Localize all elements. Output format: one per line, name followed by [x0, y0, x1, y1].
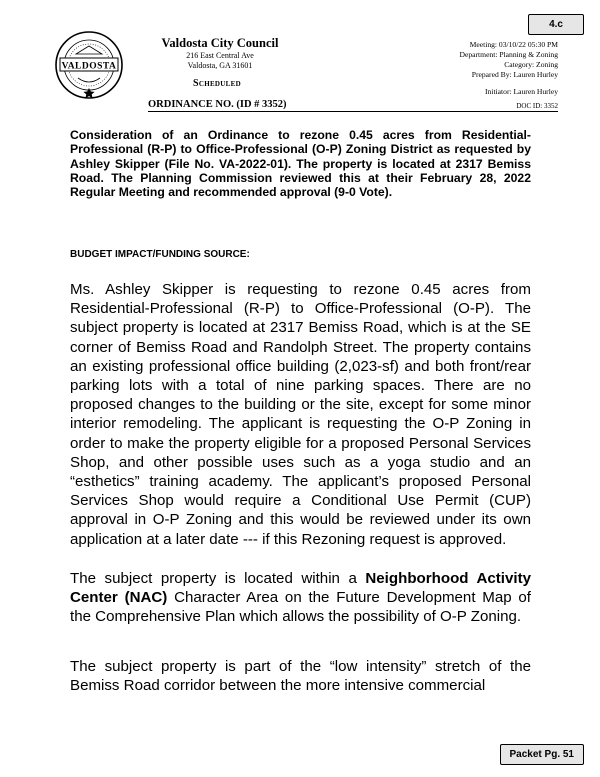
p2-character-area: Neighborhood Activity Center (NAC) — [70, 570, 531, 607]
header-divider — [148, 111, 558, 112]
council-header — [0, 36, 440, 71]
budget-heading: BUDGET IMPACT/FUNDING SOURCE: — [70, 249, 250, 260]
council-name: Valdosta City Council — [161, 36, 279, 50]
body-paragraph-3: The subject property is part of the “low intensity” stretch of the Bemiss Road corridor between the more intensive commercial — [70, 658, 531, 695]
meeting-date: Meeting: 03/10/22 05:30 PM — [469, 40, 558, 49]
p2-text-before: The subject property is located within a — [70, 570, 366, 587]
packet-page-tag: Packet Pg. 51 — [500, 744, 584, 765]
address-line-1: 216 East Central Ave — [186, 51, 254, 60]
status-label: Scheduled — [193, 78, 241, 89]
prepared-by: Prepared By: Lauren Hurley — [471, 70, 558, 79]
department: Department: Planning & Zoning — [459, 50, 558, 59]
address-line-2: Valdosta, GA 31601 — [187, 61, 253, 70]
category: Category: Zoning — [504, 60, 558, 69]
initiator: Initiator: Lauren Hurley — [485, 87, 558, 96]
body-paragraph-1: Ms. Ashley Skipper is requesting to rezone 0.45 acres from Residential-Professional (R-P) to Office-Professional (O-P). The subject property is located at 2317 Bemiss Road, which is at the SE corner of Bemiss Road and Randolph Street. The property contains an existing professional office building (2,023-sf) and both front/rear parking lots with a total of nine parking spaces. There are no proposed changes to the building or the site, except for some minor interior remodeling. The applicant is requesting the O-P Zoning in order to make the property eligible for a proposed Personal Services Shop, and other possible uses such as a yoga studio and an “esthetics” training academy. The applicant’s proposed Personal Services Shop would require a Conditional Use Permit (CUP) approval in O-P Zoning and this would be reviewed under its own application at a later date --- if this Rezoning request is approved. — [70, 281, 531, 548]
meeting-metadata — [460, 40, 559, 97]
agenda-item-tag: 4.c — [528, 14, 584, 35]
svg-text:VALDOSTA: VALDOSTA — [61, 61, 117, 72]
agenda-caption: Consideration of an Ordinance to rezone 0.45 acres from Residential-Professional (R-P) to Office-Professional (O-P) Zoning District as requested by Ashley Skipper (File No. VA-2022-01). The property is located at 2317 Bemiss Road. The Planning Commission reviewed this at their February 28, 2022 Regular Meeting and recommended approval (9-0 Vote). — [70, 128, 531, 200]
ordinance-number: ORDINANCE NO. (ID # 3352) — [148, 99, 287, 110]
doc-id: DOC ID: 3352 — [516, 102, 558, 110]
body-paragraph-2 — [70, 569, 531, 627]
p2-text-after: Character Area on the Future Development Map of the Comprehensive Plan which allows the possibility of O-P Zoning. — [70, 589, 531, 626]
